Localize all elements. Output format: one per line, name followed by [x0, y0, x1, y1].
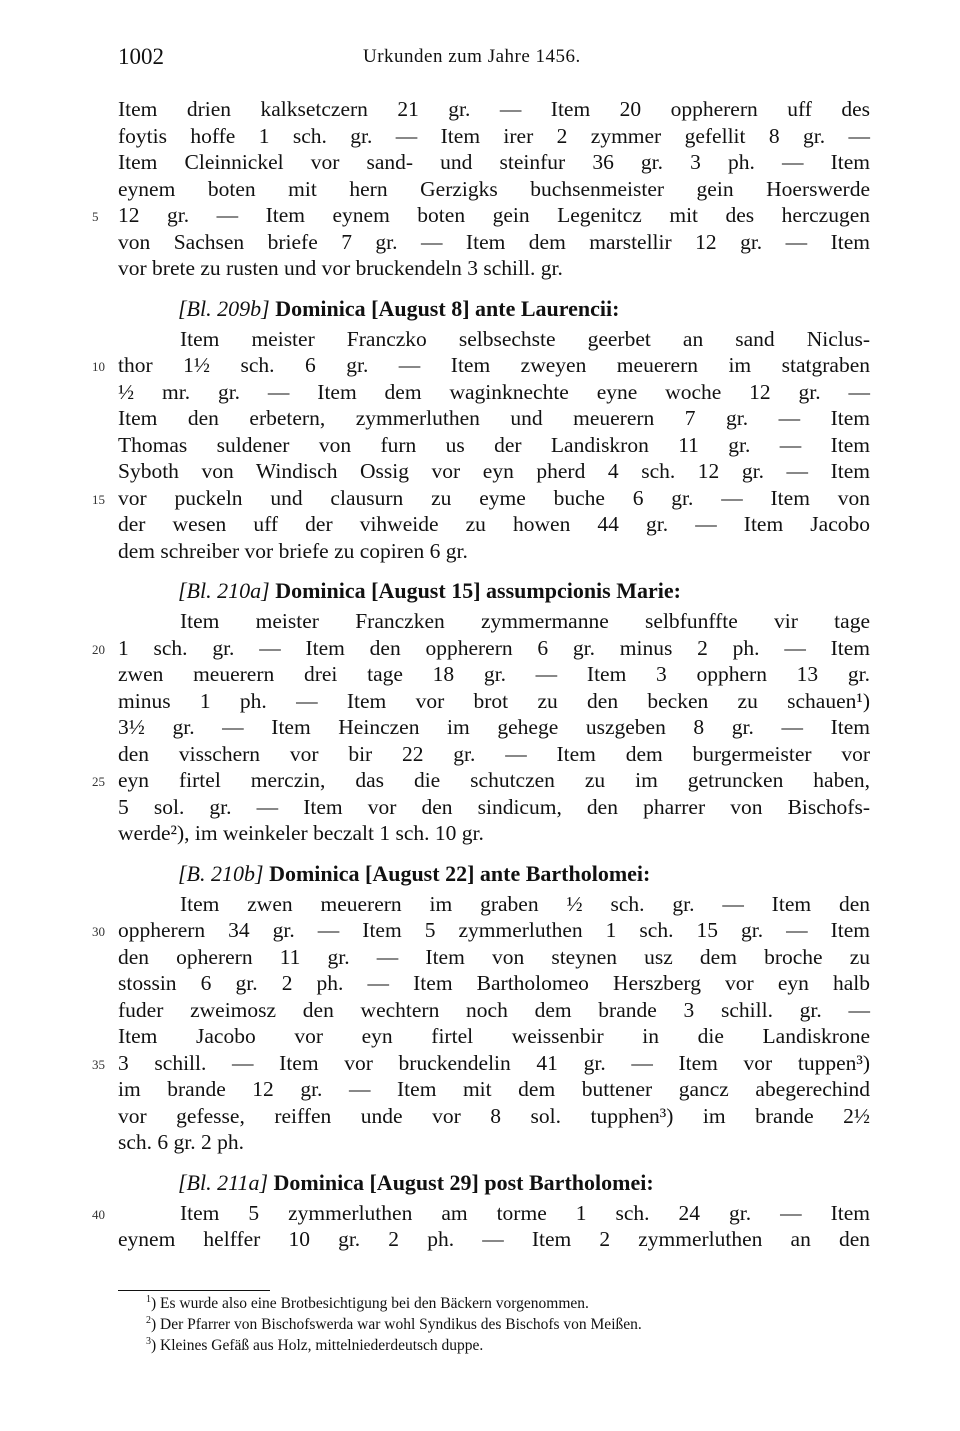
- line-number: 10: [92, 359, 105, 374]
- text-line: [92, 917, 870, 944]
- text-line: [92, 202, 870, 229]
- footnote: $^2$) Der Pfarrer von Bischofswerda war wohl Syndikus des Bischofs von Meißen.: [146, 1314, 642, 1333]
- section-title: Dominica [August 15] assumpcionis Marie:: [275, 578, 681, 603]
- text-line: stossin 6 gr. 2 ph. — Item Bartholomeo Herszberg vor eyn halb: [118, 971, 870, 995]
- footnote-divider: [118, 1290, 270, 1291]
- folio-reference: [Bl. 209b]: [178, 295, 270, 321]
- text-line: Thomas suldener von furn us der Landiskron 11 gr. — Item: [118, 432, 870, 457]
- line-text: 12 gr. — Item eynem boten gein Legenitcz mit des herczugen: [118, 203, 870, 227]
- footnote-text: Kleines Gefäß aus Holz, mittelniederdeutsch duppe.: [160, 1337, 484, 1354]
- text-line: Item drien kalksetczern 21 gr. — Item 20 oppherern uff des: [118, 97, 870, 121]
- text-line: foytis hoffe 1 sch. gr. — Item irer 2 zymmer gefellit 8 gr. —: [118, 123, 870, 148]
- footnote: $^3$) Kleines Gefäß aus Holz, mittelniederdeutsch duppe.: [146, 1335, 484, 1354]
- text-line: Item meister Franczken zymmermanne selbfunffte vir tage: [180, 609, 870, 633]
- page-header: [118, 44, 870, 74]
- text-line: sch. 6 gr. 2 ph.: [118, 1130, 245, 1154]
- text-line: den visschern vor bir 22 gr. — Item dem burgermeister vor: [118, 741, 870, 766]
- text-line: eynem helffer 10 gr. 2 ph. — Item 2 zymmerluthen an den: [118, 1227, 870, 1251]
- text-line: Item zwen meuerern im graben ½ sch. gr. — Item den: [180, 891, 870, 916]
- text-line: Item Cleinnickel vor sand- und steinfur 36 gr. 3 ph. — Item: [118, 150, 870, 174]
- section-heading: [118, 859, 870, 889]
- section-title: Dominica [August 29] post Bartholomei:: [273, 1169, 654, 1195]
- text-line: im brande 12 gr. — Item mit dem buttener gancz abegerechind: [118, 1077, 870, 1101]
- section-heading: [118, 576, 870, 606]
- line-number: 30: [92, 924, 105, 939]
- text-line: Item Jacobo vor eyn firtel weissenbir in die Landiskrone: [118, 1024, 870, 1048]
- line-text: thor 1½ sch. 6 gr. — Item zweyen meuerern im statgraben: [118, 353, 870, 377]
- footnotes: [146, 1293, 870, 1356]
- footnote-mark: 3: [146, 1335, 151, 1347]
- line-number: 35: [92, 1056, 105, 1072]
- text-line: [92, 1200, 870, 1227]
- text-line: 3½ gr. — Item Heinczen im gehege uszgeben 8 gr. — Item: [118, 715, 870, 739]
- footnote-mark: 1: [146, 1293, 151, 1305]
- page-number: 1002: [118, 44, 164, 69]
- text-line: Item meister Franczko selbsechste geerbet an sand Niclus-: [180, 326, 870, 351]
- line-number: 5: [92, 209, 99, 224]
- folio-reference: [B. 210b]: [178, 860, 264, 886]
- text-line: [92, 767, 870, 794]
- footnote: $^1$) Es wurde also eine Brotbesichtigung bei den Bäckern vorgenommen.: [146, 1293, 589, 1312]
- line-number: 40: [92, 1206, 105, 1222]
- section-title: Dominica [August 8] ante Laurencii:: [275, 295, 620, 321]
- text-line: Syboth von Windisch Ossig vor eyn pherd 4 sch. 12 gr. — Item: [118, 459, 870, 483]
- body-text: [92, 96, 870, 1253]
- line-text: Item 5 zymmerluthen am torme 1 sch. 24 gr. — Item: [180, 1200, 870, 1225]
- footnote-text: Der Pfarrer von Bischofswerda war wohl Syndikus des Bischofs von Meißen.: [160, 1316, 642, 1333]
- text-line: eynem boten mit hern Gerzigks buchsenmeister gein Hoerswerde: [118, 176, 870, 201]
- text-line: von Sachsen briefe 7 gr. — Item dem marstellir 12 gr. — Item: [118, 229, 870, 254]
- folio-reference: [Bl. 210a]: [178, 578, 270, 603]
- text-line: werde²), im weinkeler beczalt 1 sch. 10 gr.: [118, 821, 484, 845]
- line-text: eyn firtel merczin, das die schutczen zu im getruncken haben,: [118, 768, 870, 792]
- line-text: 3 schill. — Item vor bruckendelin 41 gr. — Item vor tuppen³): [118, 1050, 870, 1075]
- section-heading: [118, 1168, 870, 1198]
- footnote-mark: 2: [146, 1314, 151, 1326]
- running-title: Urkunden zum Jahre 1456.: [363, 46, 581, 67]
- text-line: der wesen uff der vihweide zu howen 44 gr. — Item Jacobo: [118, 512, 870, 536]
- line-text: 1 sch. gr. — Item den oppherern 6 gr. minus 2 ph. — Item: [118, 635, 870, 660]
- text-line: [92, 352, 870, 379]
- line-text: vor puckeln und clausurn zu eyme buche 6 gr. — Item von: [118, 485, 870, 510]
- text-line: [92, 635, 870, 662]
- line-number: 20: [92, 641, 105, 657]
- footnote-text: Es wurde also eine Brotbesichtigung bei den Bäckern vorgenommen.: [160, 1295, 589, 1312]
- text-line: vor brete zu rusten und vor bruckendeln 3 schill. gr.: [118, 256, 563, 280]
- text-line: [92, 1050, 870, 1077]
- line-text: oppherern 34 gr. — Item 5 zymmerluthen 1 sch. 15 gr. — Item: [118, 918, 870, 942]
- text-line: 5 sol. gr. — Item vor den sindicum, den pharrer von Bischofs-: [118, 794, 870, 819]
- text-line: vor gefesse, reiffen unde vor 8 sol. tupphen³) im brande 2½: [118, 1103, 870, 1128]
- text-line: [92, 485, 870, 512]
- folio-reference: [Bl. 211a]: [178, 1169, 269, 1195]
- text-line: fuder zweimosz den wechtern noch dem brande 3 schill. gr. —: [118, 997, 870, 1022]
- text-line: dem schreiber vor briefe zu copiren 6 gr.: [118, 538, 468, 563]
- line-number: 15: [92, 491, 105, 507]
- text-line: den opherern 11 gr. — Item von steynen usz dem broche zu: [118, 944, 870, 969]
- section-title: Dominica [August 22] ante Bartholomei:: [269, 860, 651, 886]
- text-line: Item den erbetern, zymmerluthen und meuerern 7 gr. — Item: [118, 406, 870, 430]
- section-heading: [118, 294, 870, 324]
- text-line: zwen meuerern drei tage 18 gr. — Item 3 opphern 13 gr.: [118, 662, 870, 686]
- line-number: 25: [92, 774, 105, 789]
- text-line: ½ mr. gr. — Item dem waginknechte eyne woche 12 gr. —: [118, 379, 870, 404]
- text-line: minus 1 ph. — Item vor brot zu den becken zu schauen¹): [118, 688, 870, 713]
